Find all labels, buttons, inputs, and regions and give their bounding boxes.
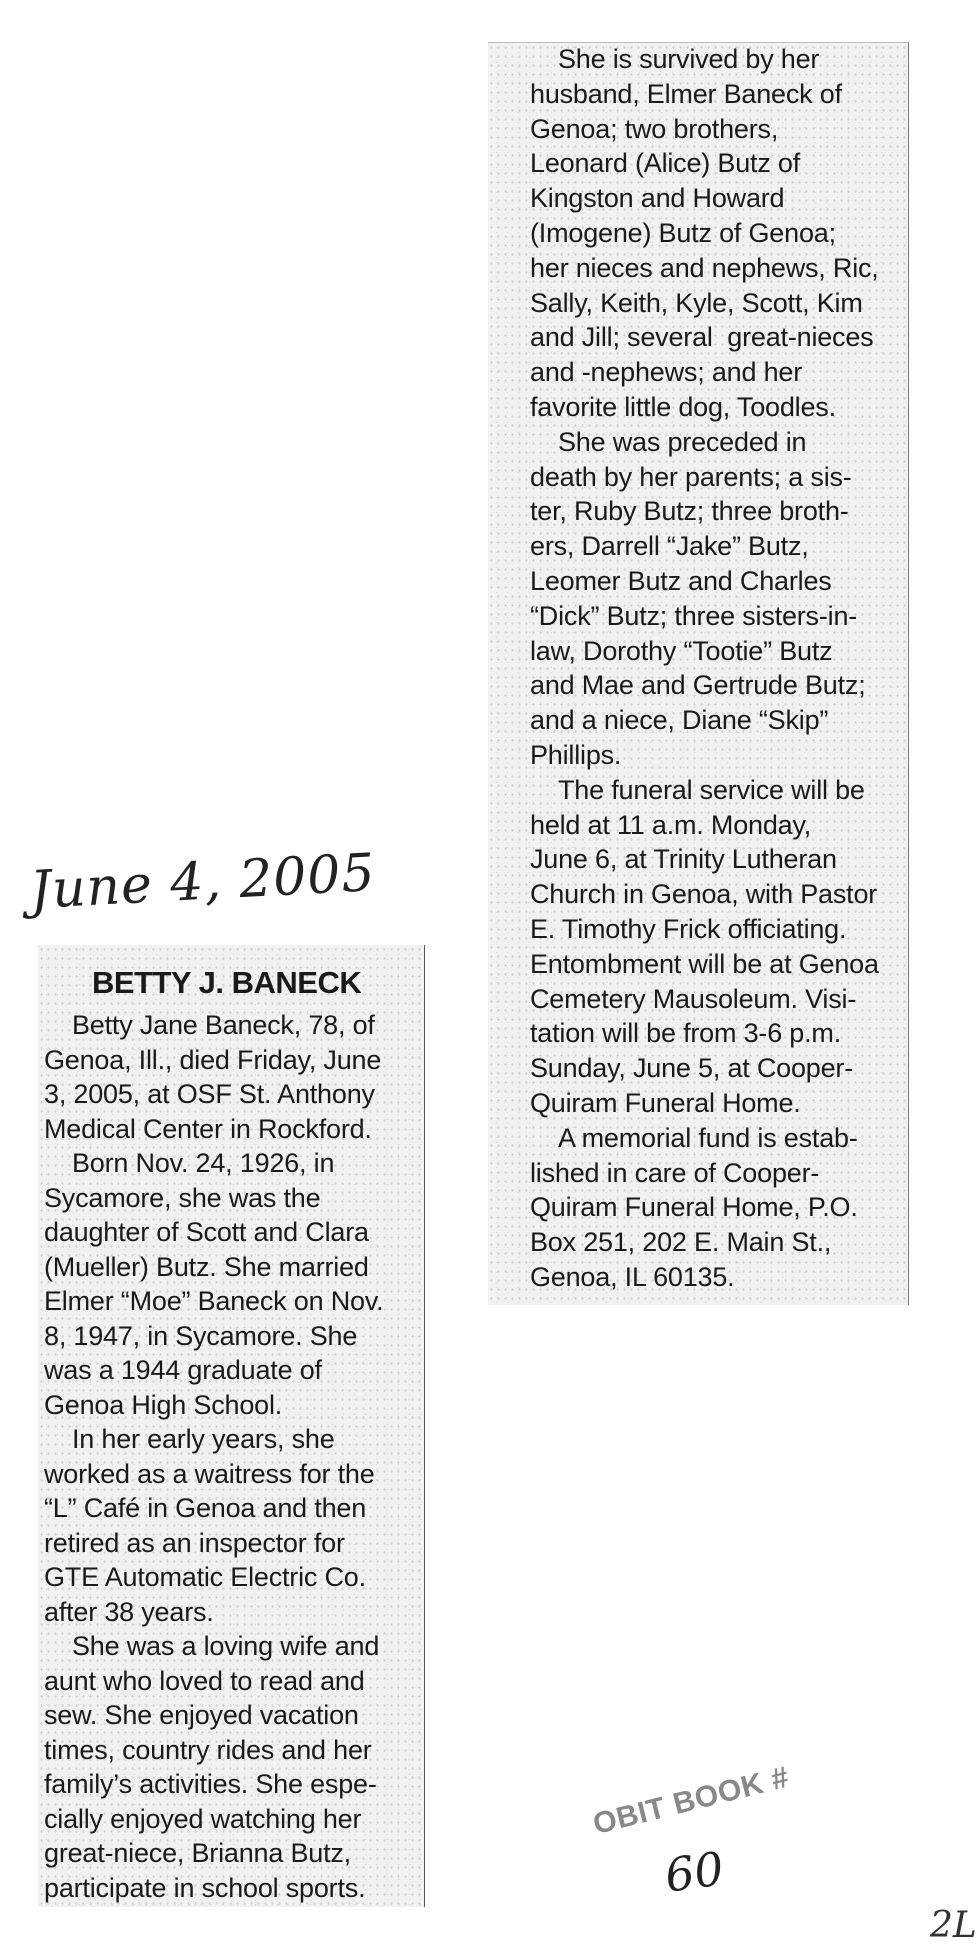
text-line: husband, Elmer Baneck of <box>530 78 842 109</box>
text-line: She is survived by her <box>558 44 820 74</box>
text-line: lished in care of Cooper- <box>530 1157 820 1188</box>
text-line: times, country rides and her <box>44 1734 372 1765</box>
text-line: and -nephews; and her <box>530 357 802 388</box>
text-line: Genoa High School. <box>44 1389 283 1420</box>
text-line: E. Timothy Frick officiating. <box>530 913 847 944</box>
text-line: 3, 2005, at OSF St. Anthony <box>44 1079 375 1109</box>
text-line: Leomer Butz and Charles <box>530 565 832 596</box>
text-line: A memorial fund is estab- <box>558 1122 858 1153</box>
paragraph <box>44 1629 424 1905</box>
text-line: Phillips. <box>530 739 622 770</box>
text-line: Leonard (Alice) Butz of <box>530 148 801 179</box>
handwritten-book-number: 60 <box>661 1841 728 1903</box>
text-line: Quiram Funeral Home. <box>530 1087 801 1118</box>
text-line: 8, 1947, in Sycamore. She <box>44 1320 358 1351</box>
paragraph <box>44 1146 424 1422</box>
text-line: She was a loving wife and <box>72 1631 380 1661</box>
text-line: her nieces and nephews, Ric, <box>530 252 879 283</box>
text-line: Genoa, Ill., died Friday, June <box>44 1044 382 1075</box>
handwritten-corner-mark: 2L <box>930 1905 977 1946</box>
text-line: (Mueller) Butz. She married <box>44 1251 369 1282</box>
text-line: and Jill; several great-nieces <box>530 322 874 353</box>
text-line: Sycamore, she was the <box>44 1182 321 1213</box>
text-line: death by her parents; a sis- <box>530 461 852 492</box>
text-line: Church in Genoa, with Pastor <box>530 879 878 910</box>
text-line: after 38 years. <box>44 1596 214 1627</box>
text-line: “Dick” Butz; three sisters-in- <box>530 600 858 631</box>
paragraph <box>44 1422 424 1629</box>
text-line: Cemetery Mausoleum. Visi- <box>530 983 857 1014</box>
paragraph <box>530 425 910 773</box>
text-line: law, Dorothy “Tootie” Butz <box>530 635 833 666</box>
text-line: cially enjoyed watching her <box>44 1803 362 1834</box>
text-line: tation will be from 3-6 p.m. <box>530 1018 842 1049</box>
text-line: “L” Café in Genoa and then <box>44 1493 367 1523</box>
text-line: Sunday, June 5, at Cooper- <box>530 1053 854 1084</box>
text-line: GTE Automatic Electric Co. <box>44 1562 366 1592</box>
text-line: Sally, Keith, Kyle, Scott, Kim <box>530 287 863 318</box>
text-line: and a niece, Diane “Skip” <box>530 705 829 736</box>
text-line: Genoa, IL 60135. <box>530 1261 735 1292</box>
text-line: (Imogene) Butz of Genoa; <box>530 217 836 248</box>
handwritten-date: June 4, 2005 <box>28 842 377 922</box>
text-line: and Mae and Gertrude Butz; <box>530 670 866 701</box>
text-line: aunt who loved to read and <box>44 1665 365 1696</box>
paragraph <box>530 1121 910 1295</box>
text-line: favorite little dog, Toodles. <box>530 391 836 422</box>
text-line: June 6, at Trinity Lutheran <box>530 844 837 875</box>
text-line: Kingston and Howard <box>530 183 785 214</box>
paragraph <box>530 773 910 1121</box>
text-line: Elmer “Moe” Baneck on Nov. <box>44 1286 384 1316</box>
text-line: was a 1944 graduate of <box>44 1355 322 1385</box>
obituary-heading: BETTY J. BANECK <box>92 965 362 1000</box>
text-line: The funeral service will be <box>558 774 865 805</box>
text-line: family’s activities. She espe- <box>44 1769 377 1799</box>
text-line: Entombment will be at Genoa <box>530 948 879 979</box>
text-line: participate in school sports. <box>44 1872 366 1903</box>
obit-book-stamp: OBIT BOOK # <box>589 1760 793 1842</box>
paragraph <box>44 1008 424 1146</box>
paragraph <box>530 42 910 425</box>
text-line: sew. She enjoyed vacation <box>44 1700 359 1730</box>
text-line: retired as an inspector for <box>44 1527 345 1558</box>
text-line: In her early years, she <box>72 1424 335 1454</box>
text-line: held at 11 a.m. Monday, <box>530 809 812 840</box>
text-line: worked as a waitress for the <box>44 1458 375 1489</box>
text-line: Betty Jane Baneck, 78, of <box>72 1010 375 1040</box>
text-line: She was preceded in <box>558 426 807 457</box>
text-line: daughter of Scott and Clara <box>44 1217 369 1247</box>
right-column-text <box>530 42 910 1295</box>
text-line: Medical Center in Rockford. <box>44 1113 372 1144</box>
text-line: Box 251, 202 E. Main St., <box>530 1227 832 1258</box>
text-line: Born Nov. 24, 1926, in <box>72 1148 335 1178</box>
text-line: great-niece, Brianna Butz, <box>44 1838 351 1868</box>
text-line: Quiram Funeral Home, P.O. <box>530 1192 858 1223</box>
text-line: ers, Darrell “Jake” Butz, <box>530 531 809 562</box>
text-line: Genoa; two brothers, <box>530 113 779 144</box>
text-line: ter, Ruby Butz; three broth- <box>530 496 849 527</box>
left-column-text <box>44 1008 424 1905</box>
